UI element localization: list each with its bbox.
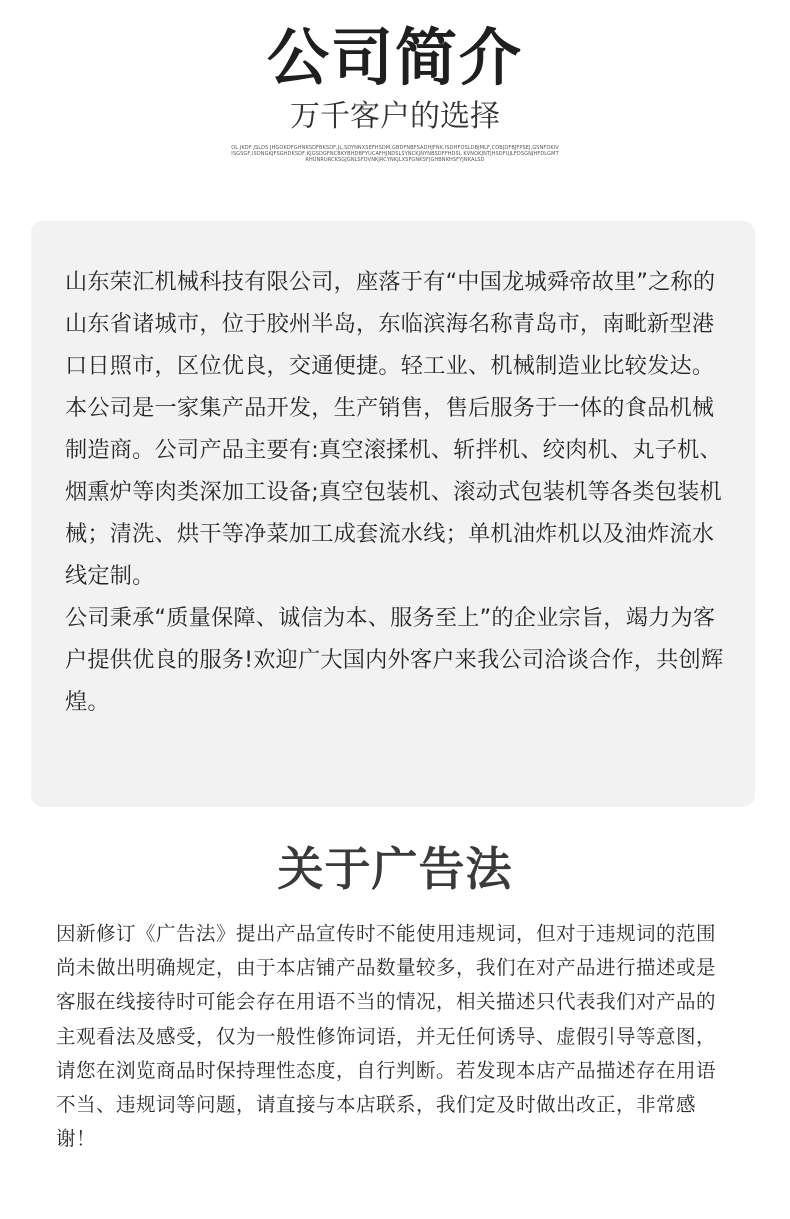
page-title: 公司简介 xyxy=(266,21,523,94)
advertising-law-heading: 关于广告法 xyxy=(277,842,513,896)
intro-paragraph: 本公司是一家集产品开发，生产销售，售后服务于一体的食品机械制造商。公司产品主要有:真空滚揉机、斩拌机、绞肉机、丸子机、烟熏炉等肉类深加工设备;真空包装机、滚动式包装机等各类包装机械；清洗、烘干等净菜加工成套流水线；单机油炸机以及油炸流水线定制。 xyxy=(65,395,722,589)
page-subtitle: 万千客户的选择 xyxy=(290,99,500,134)
intro-paragraph: 公司秉承“质量保障、诚信为本、服务至上”的企业宗旨，竭力为客户提供优良的服务!欢迎广大国内外客户来我公司洽谈合作，共创辉煌。 xyxy=(65,605,724,715)
company-intro-card xyxy=(31,221,755,807)
decorative-fineprint: OL JKDF JSLDS JHGOKDFGHNKSDFBKSDF,JL,SDYNNXSEFHSDM,GBDFNBFSADHJFNK,ISDHFOSLDBJMLF,COBJDFBJFPSEJ,GSNFDKIV ISGSGF,ISDNGKJFSGHDKSDF,KJGSDGFNCBKYBHDBFYUCAFHJNDSLSYNCKJNYNBSDFFHDSL KVNOKJNTJHSDFUJLFDSGNJHFDLGMTRHUNRURCKSGJGNLSFDVNKJRCYNKJLXSFGNKSFJGHBNKHSFYJNKALSD xyxy=(231,145,559,163)
advertising-law-notice: 因新修订《广告法》提出产品宣传时不能使用违规词，但对于违规词的范围尚未做出明确规定，由于本店铺产品数量较多，我们在对产品进行描述或是客服在线接待时可能会存在用语不当的情况，相关描述只代表我们对产品的主观看法及感受，仅为一般性修饰词语，并无任何诱导、虚假引导等意图，请您在浏览商品时保持理性态度，自行判断。若发现本店产品描述存在用语不当、违规词等问题，请直接与本店联系，我们定及时做出改正，非常感谢！ xyxy=(56,922,717,1151)
intro-paragraph: 山东荣汇机械科技有限公司，座落于有“中国龙城舜帝故里”之称的山东省诸城市，位于胶州半岛，东临滨海名称青岛市，南毗新型港口日照市，区位优良，交通便捷。轻工业、机械制造业比较发达。 xyxy=(65,269,716,379)
